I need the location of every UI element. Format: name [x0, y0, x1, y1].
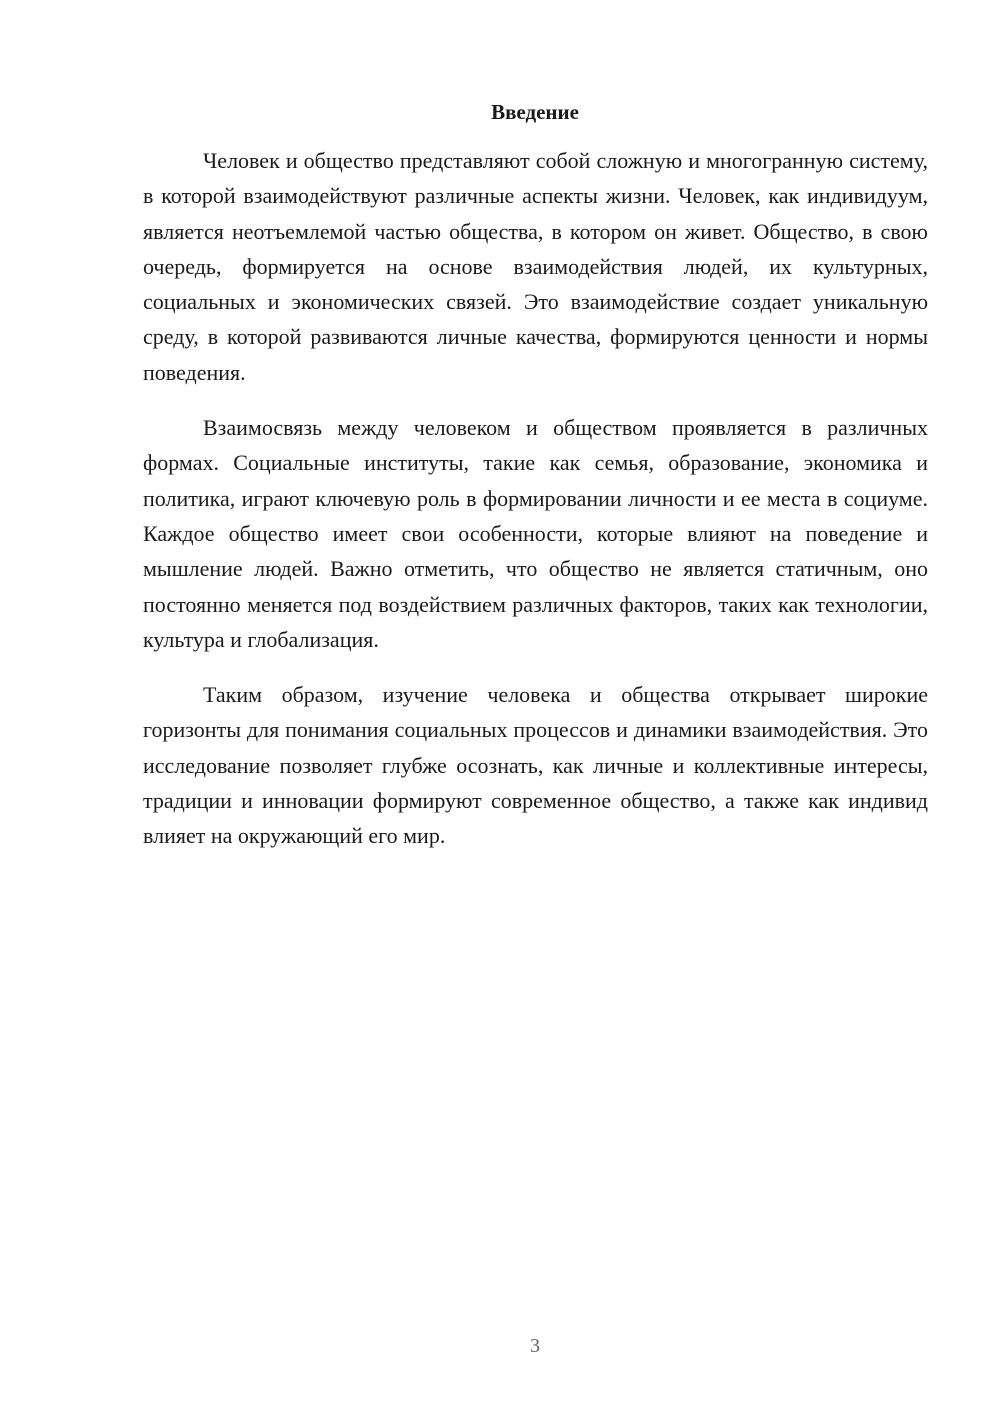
- paragraph: Взаимосвязь между человеком и обществом проявляется в различных формах. Социальные институты, такие как семья, образование, экономика и политика, играют ключевую роль в формировании личности и ее места в социуме. Каждое общество имеет свои особенности, которые влияют на поведение и мышление людей. Важно отметить, что общество не является статичным, оно постоянно меняется под воздействием различных факторов, таких как технологии, культура и глобализация.: [143, 415, 928, 652]
- body-text: [143, 143, 928, 874]
- page-number: 3: [530, 1335, 540, 1357]
- paragraph: Таким образом, изучение человека и общества открывает широкие горизонты для понимания социальных процессов и динамики взаимодействия. Это исследование позволяет глубже осознать, как личные и коллективные интересы, традиции и инновации формируют современное общество, а также как индивид влияет на окружающий его мир.: [143, 682, 928, 849]
- page-title: Введение: [491, 100, 579, 124]
- paragraph: Человек и общество представляют собой сложную и многогранную систему, в которой взаимодействуют различные аспекты жизни. Человек, как индивидуум, является неотъемлемой частью общества, в котором он живет. Общество, в свою очередь, формируется на основе взаимодействия людей, их культурных, социальных и экономических связей. Это взаимодействие создает уникальную среду, в которой развиваются личные качества, формируются ценности и нормы поведения.: [143, 148, 928, 385]
